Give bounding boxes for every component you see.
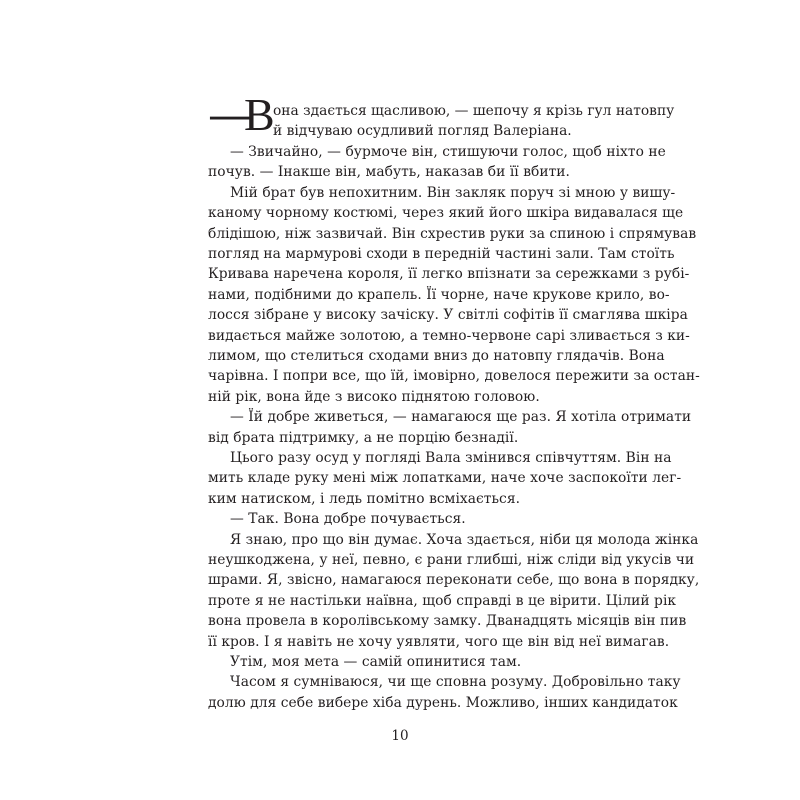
text-line: шрами. Я, звісно, намагаюся переконати себе, що вона в порядку, bbox=[208, 572, 700, 589]
text-line: — Звичайно, — бурмоче він, стишуючи голос, щоб ніхто не bbox=[230, 144, 666, 160]
text-line: долю для себе вибере хіба дурень. Можливо, інших кандидаток bbox=[208, 694, 678, 711]
text-line: Я знаю, про що він думає. Хоча здається, ніби ця молода жінка bbox=[230, 531, 699, 548]
text-line: ній рік, вона йде з високо піднятою головою. bbox=[208, 388, 540, 405]
text-line: лосся зібране у високу зачіску. У світлі софітів її смаглява шкіра bbox=[208, 307, 688, 324]
text-line: її кров. І я навіть не хочу уявляти, чого ще він від неї вимагав. bbox=[208, 633, 670, 650]
text-line: Кривава наречена короля, її легко впізнати за сережками з рубі- bbox=[208, 266, 690, 283]
text-line: Часом я сумніваюся, чи ще сповна розуму. Добровільно таку bbox=[230, 674, 681, 691]
text-line: — Їй добре живеться, — намагаюся ще раз. Я хотіла отримати bbox=[230, 409, 692, 426]
text-line: чарівна. І попри все, що їй, імовірно, довелося пережити за остан- bbox=[208, 368, 700, 385]
text-line: лимом, що стелиться сходами вниз до натовпу глядачів. Вона bbox=[208, 348, 665, 364]
text-line: ким натиском, і ледь помітно всміхається. bbox=[208, 490, 521, 507]
text-line: мить кладе руку мені між лопатками, наче хоче заспокоїти лег- bbox=[208, 470, 682, 487]
text-line: блідішою, ніж зазвичай. Він схрестив руки за спиною і спрямував bbox=[208, 225, 697, 242]
text-line: погляд на мармурові сходи в передній частині зали. Там стоїть bbox=[208, 246, 675, 262]
text-line: видається майже золотою, а темно-червоне сарі зливається з ки- bbox=[208, 327, 690, 344]
text-line: почув. — Інакше він, мабуть, наказав би її вбити. bbox=[208, 164, 570, 181]
text-line: Мій брат був непохитним. Він закляк поруч зі мною у вишу- bbox=[230, 184, 676, 201]
text-line: нами, подібними до крапель. Її чорне, наче крукове крило, во- bbox=[208, 286, 670, 303]
text-line: від брата підтримку, а не порцію безнадії. bbox=[208, 429, 519, 446]
text-line: проте я не настільки наївна, щоб справді в це вірити. Цілий рік bbox=[208, 592, 677, 609]
page-number: 10 bbox=[391, 728, 409, 744]
drop-cap-letter: В bbox=[244, 89, 275, 140]
text-line: Утім, моя мета — самій опинитися там. bbox=[230, 654, 522, 670]
text-line-1: она здається щасливою, — шепочу я крізь гул натовпу bbox=[273, 103, 675, 119]
text-line: каному чорному костюмі, через який його шкіра видавалася ще bbox=[208, 205, 684, 222]
opening-dash: — bbox=[208, 90, 252, 141]
text-line: вона провела в королівському замку. Дванадцять місяців він пив bbox=[208, 613, 687, 630]
text-line: — Так. Вона добре почувається. bbox=[230, 511, 466, 528]
text-line: Цього разу осуд у погляді Вала змінився співчуттям. Він на bbox=[230, 450, 672, 466]
text-line: неушкоджена, у неї, певно, є рани глибші, ніж сліди від укусів чи bbox=[208, 552, 695, 568]
text-line-2: й відчуваю осудливий погляд Валеріана. bbox=[273, 123, 572, 139]
